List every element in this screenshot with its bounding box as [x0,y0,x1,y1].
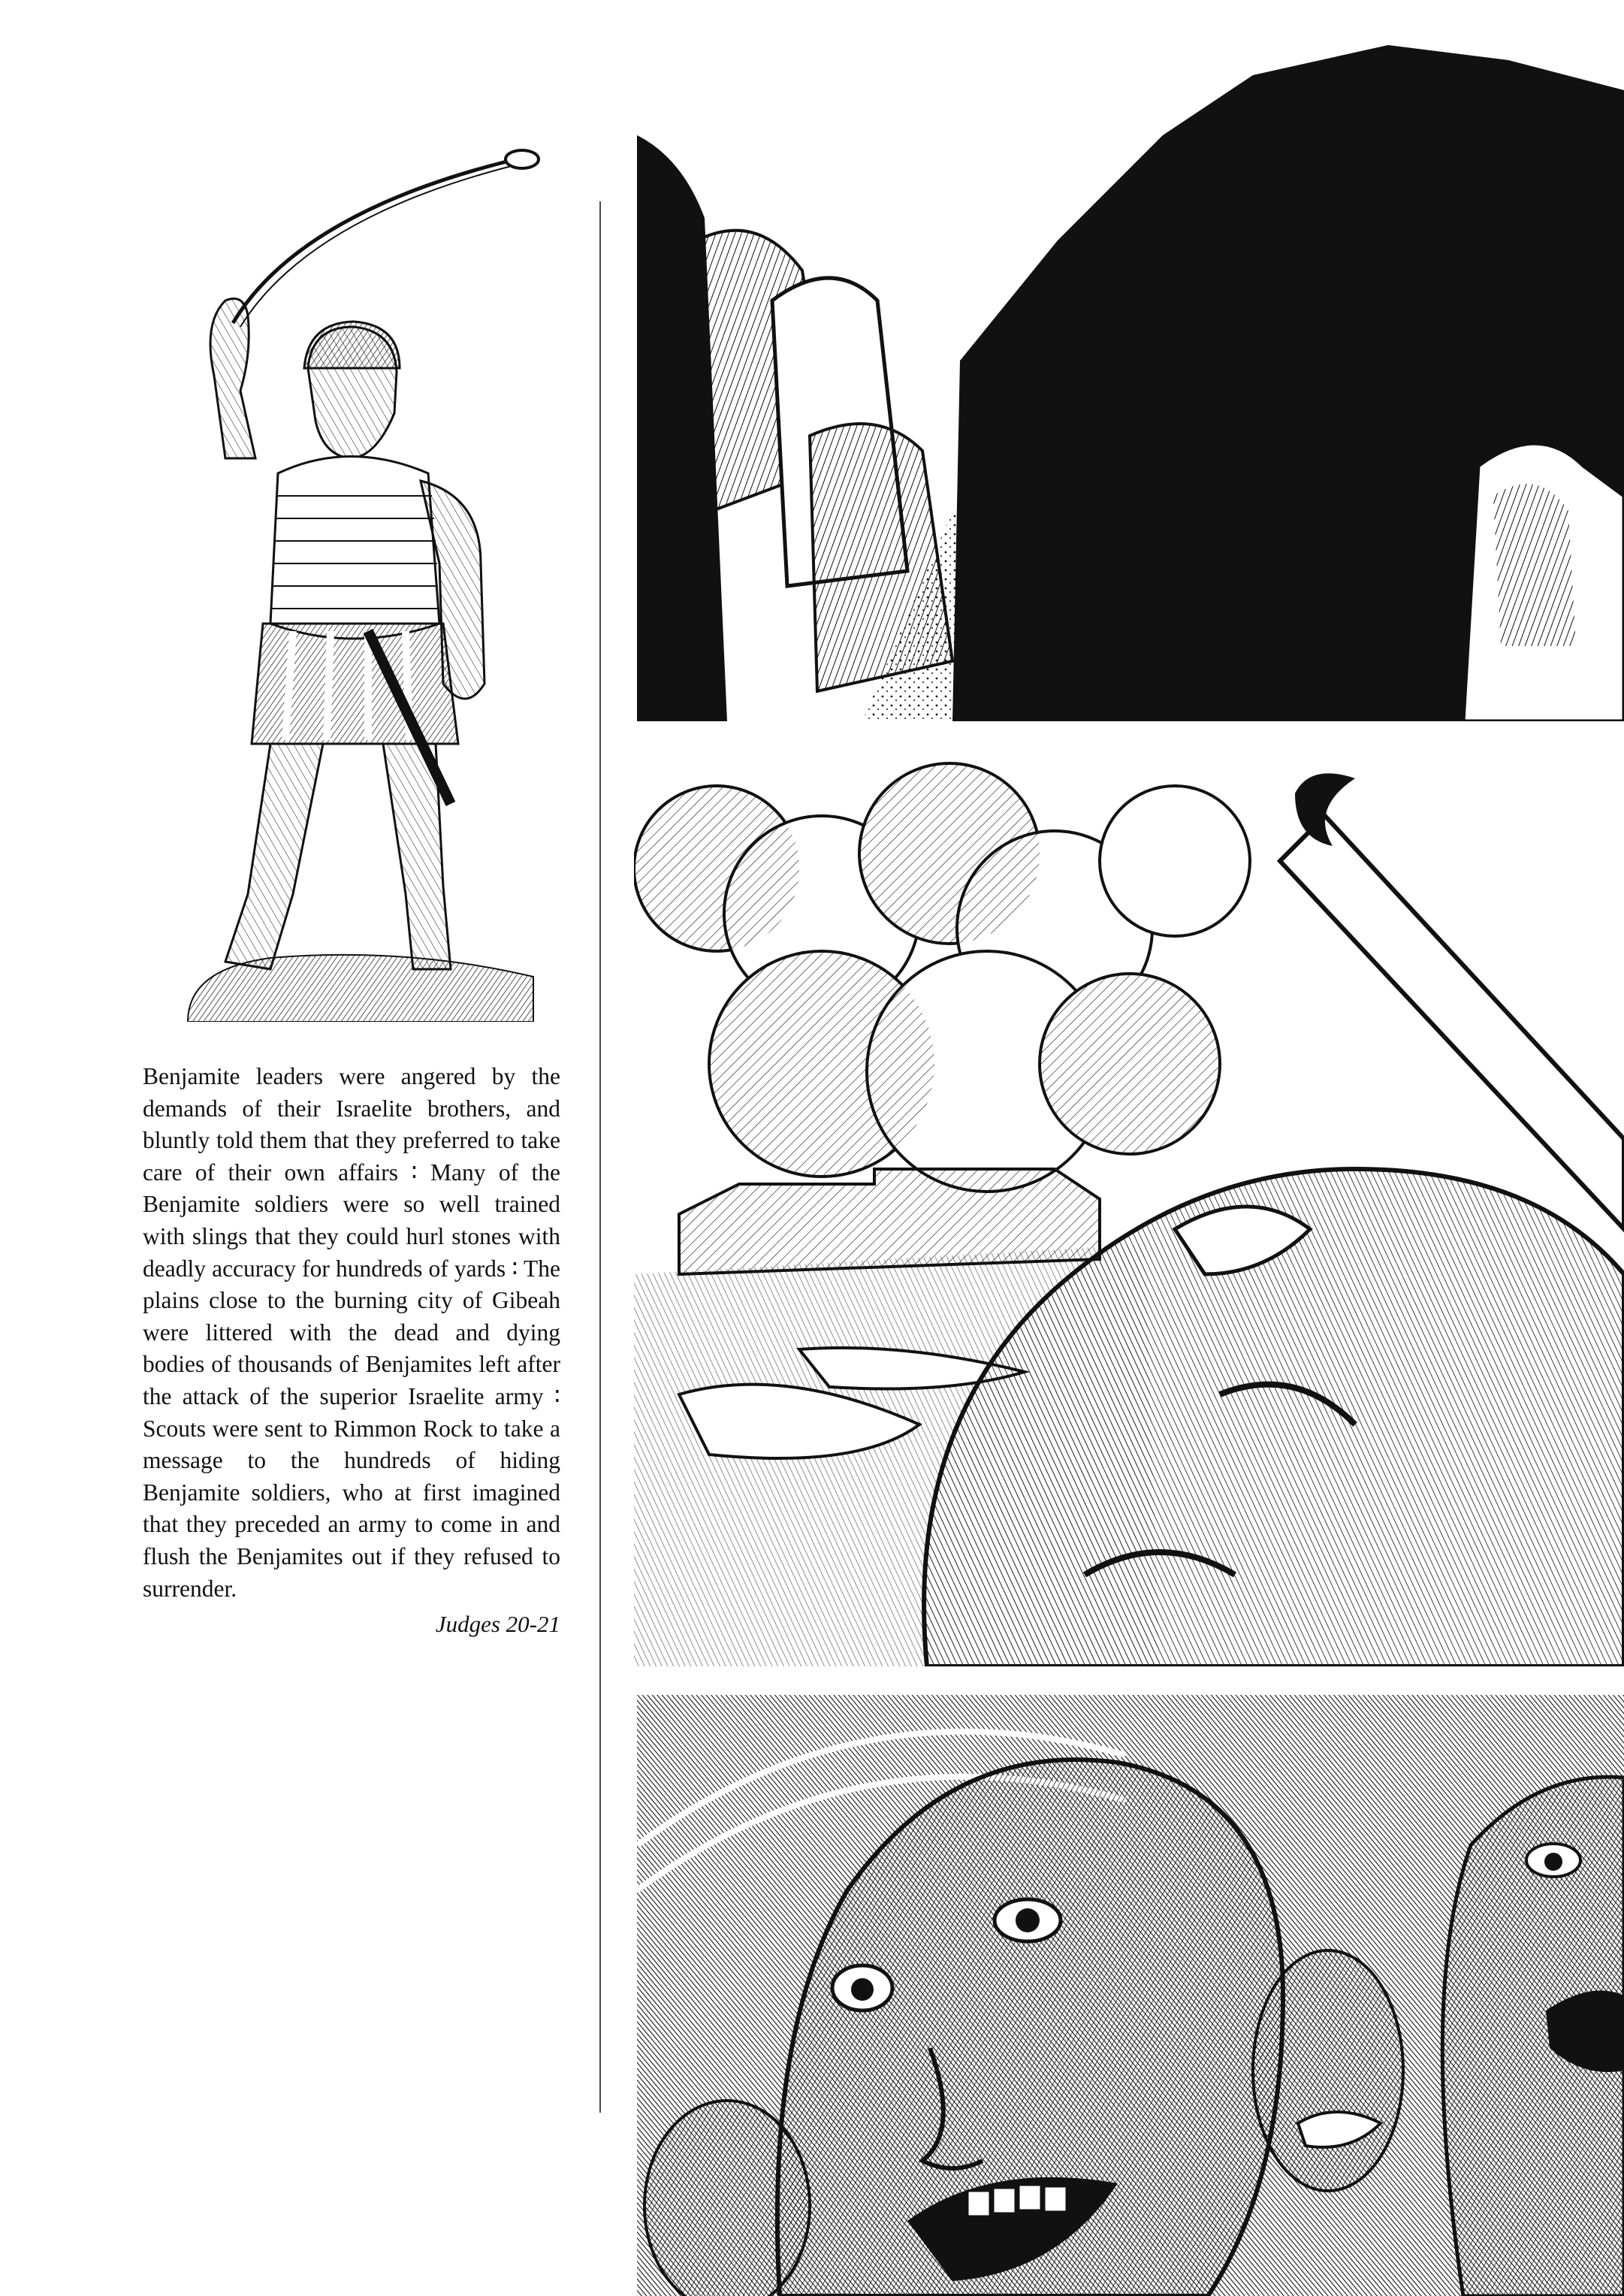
column-divider [599,201,601,2113]
frightened-faces-panel [637,1695,1624,2296]
caption-body: Benjamite leaders were angered by the demands of their Israelite brothers, and bluntly told them that they preferred to take care of their own affairs ∶ Many of the Benjamite soldiers were so well trained with slings that they could hurl stones with deadly accuracy for hundreds of yards ∶ The plains close to the burning city of Gibeah were littered with the dead and dying bodies of thousands of Benjamites left after the attack of the superior Israelite army ∶ Scouts were sent to Rimmon Rock to take a message to the hundreds of hiding Benjamite soldiers, who at first imagined that they preceded an army to come in and flush the Benjamites out if they refused to surrender. [143,1063,560,1602]
story-caption [143,1061,560,1638]
slinger-soldier-illustration [180,143,541,1022]
rimmon-rock-panel [637,45,1624,721]
scripture-reference: Judges 20-21 [435,1611,560,1638]
burning-gibeah-panel [634,748,1624,1666]
